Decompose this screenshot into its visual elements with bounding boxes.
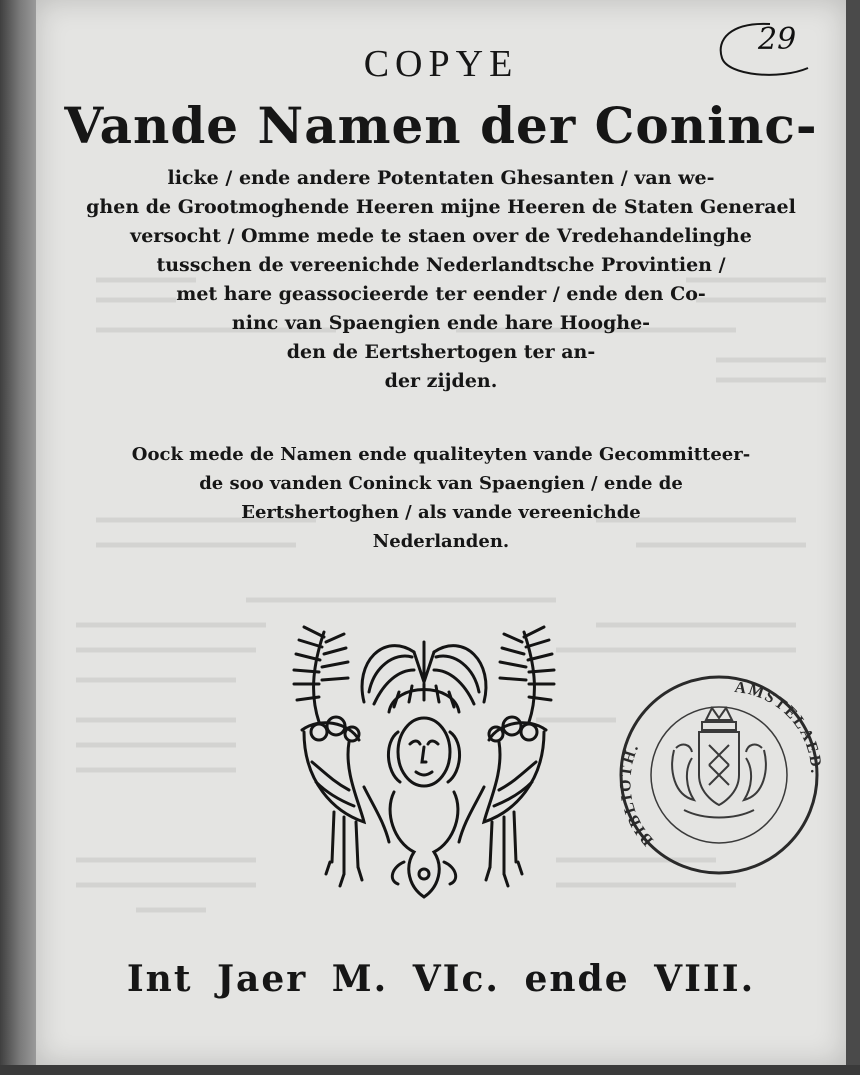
subtitle-line: de soo vanden Coninck van Spaengien / ende de [199, 473, 683, 494]
coat-of-arms-icon [672, 708, 766, 818]
folio-number: 29 [758, 22, 797, 57]
description-line: met hare geassocieerde ter eender / ende den Co- [176, 283, 706, 305]
description-block [36, 164, 846, 396]
stamp-text-left: BIBLIOTH. [617, 739, 657, 849]
subtitle-line: Eertshertoghen / als vande vereenichde [241, 502, 641, 523]
subtitle-line: Oock mede de Namen ende qualiteyten vande Gecommitteer- [131, 444, 751, 465]
description-line: ninc van Spaengien ende hare Hooghe- [231, 312, 651, 334]
description-line: ghen de Grootmoghende Heeren mijne Heeren de Staten Generael [86, 196, 796, 218]
stamp-text-right: AMSTELAED. [733, 678, 824, 776]
subtitle-block [36, 440, 846, 556]
description-line: licke / ende andere Potentaten Ghesanten / van we- [167, 167, 715, 189]
page-right-shadow [846, 0, 860, 1075]
description-line: tusschen de vereenichde Nederlandtsche Provintien / [156, 254, 726, 276]
description-line: den de Eertshertogen ter an- [286, 341, 596, 363]
title-top: COPYE [363, 43, 519, 85]
title-main: Vande Namen der Coninc- [64, 96, 818, 155]
page-bottom-shadow [0, 1065, 860, 1075]
book-page [36, 0, 846, 1065]
woodcut-ornament-icon [264, 612, 584, 912]
book-spine-shadow [0, 0, 36, 1075]
description-line: versocht / Omme mede te staen over de Vredehandelinghe [130, 225, 752, 247]
description-line: der zijden. [384, 370, 498, 392]
svg-text:BIBLIOTH. [617, 740, 657, 849]
library-stamp [614, 670, 824, 880]
imprint-date: Int Jaer M. VIc. ende VIII. [126, 958, 756, 1000]
subtitle-line: Nederlanden. [372, 531, 510, 552]
